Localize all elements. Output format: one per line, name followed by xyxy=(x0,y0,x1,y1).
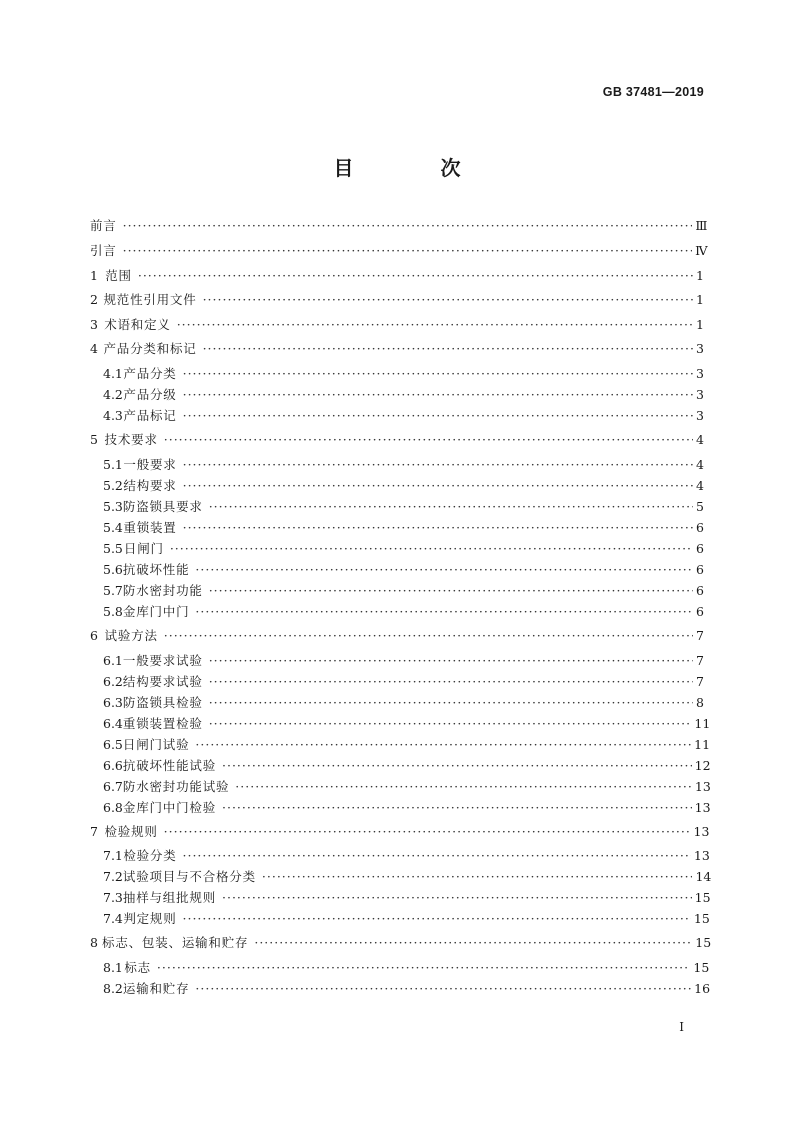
toc-leader-dots xyxy=(203,292,693,308)
toc-entry[interactable] xyxy=(90,779,711,795)
toc-entry[interactable] xyxy=(90,911,710,927)
toc-entry-number: 6.7 xyxy=(103,779,123,794)
toc-entry-label: 检验分类 xyxy=(123,848,177,863)
toc-entry-label: 防盗锁具检验 xyxy=(122,695,203,710)
toc-entry-number: 7.1 xyxy=(103,848,123,863)
toc-entry-label: 金库门中门 xyxy=(122,604,190,619)
toc-leader-dots xyxy=(183,520,693,536)
toc-leader-dots xyxy=(209,695,693,711)
toc-leader-dots xyxy=(183,848,691,864)
toc-leader-dots xyxy=(164,824,691,840)
toc-leader-dots xyxy=(209,583,693,599)
toc-entry-label: 技术要求 xyxy=(104,432,158,447)
toc-leader-dots xyxy=(209,499,693,515)
toc-entry-page: 16 xyxy=(694,981,711,996)
toc-entry-number: 7.2 xyxy=(103,869,123,884)
toc-entry-number: 6.4 xyxy=(103,716,123,731)
toc-entry-page: 11 xyxy=(694,716,711,731)
toc-entry-number: 6.2 xyxy=(103,674,123,689)
toc-entry-number: 7.3 xyxy=(103,890,123,905)
toc-entry-page: 4 xyxy=(696,478,704,493)
toc-leader-dots xyxy=(183,911,691,927)
toc-entry[interactable] xyxy=(90,520,704,536)
toc-entry-page: Ⅲ xyxy=(695,218,708,233)
toc-entry-page: 7 xyxy=(696,674,704,689)
toc-entry-page: 13 xyxy=(693,848,710,863)
toc-entry-page: 4 xyxy=(696,432,704,447)
toc-entry-label: 重锁装置检验 xyxy=(122,716,203,731)
toc-entry-page: 6 xyxy=(696,541,704,556)
toc-leader-dots xyxy=(209,674,693,690)
toc-leader-dots xyxy=(254,935,692,951)
toc-entry-number: 3 xyxy=(90,317,98,332)
toc-entry[interactable] xyxy=(90,695,704,711)
toc-entry-label: 产品分级 xyxy=(123,387,177,402)
toc-entry-label: 试验方法 xyxy=(104,628,158,643)
toc-entry-page: 1 xyxy=(696,292,704,307)
toc-entry[interactable] xyxy=(90,243,708,259)
toc-entry[interactable] xyxy=(90,366,704,382)
toc-entry-number: 6 xyxy=(90,628,98,643)
toc-entry-label: 一般要求试验 xyxy=(122,653,203,668)
toc-entry-number: 5.8 xyxy=(103,604,123,619)
toc-leader-dots xyxy=(195,737,691,753)
toc-entry-label: 结构要求 xyxy=(123,478,177,493)
toc-entry-number: 4.2 xyxy=(103,387,123,402)
toc-entry[interactable] xyxy=(90,716,711,732)
toc-entry-label: 引言 xyxy=(90,243,117,258)
toc-entry-page: Ⅳ xyxy=(695,243,708,258)
toc-entry-page: 12 xyxy=(694,758,711,773)
toc-entry[interactable] xyxy=(90,869,712,885)
toc-entry-number: 8.2 xyxy=(103,981,123,996)
toc-leader-dots xyxy=(157,960,690,976)
toc-entry-label: 规范性引用文件 xyxy=(103,292,197,307)
toc-entry-number: 5.7 xyxy=(103,583,123,598)
toc-entry[interactable] xyxy=(90,408,704,424)
toc-entry-number: 6.8 xyxy=(103,800,123,815)
toc-entry-label: 重锁装置 xyxy=(123,520,177,535)
toc-entry[interactable] xyxy=(90,653,704,669)
toc-entry[interactable] xyxy=(90,317,704,333)
toc-entry-page: 15 xyxy=(695,935,712,950)
toc-entry-page: 15 xyxy=(693,960,710,975)
toc-leader-dots xyxy=(262,869,693,885)
toc-leader-dots xyxy=(183,408,693,424)
toc-entry-label: 防水密封功能试验 xyxy=(122,779,230,794)
toc-entry-label: 结构要求试验 xyxy=(122,674,203,689)
toc-entry-page: 4 xyxy=(696,457,704,472)
toc-entry[interactable] xyxy=(90,981,711,997)
toc-leader-dots xyxy=(170,541,693,557)
toc-entry-page: 11 xyxy=(694,737,711,752)
toc-entry-number: 5.6 xyxy=(103,562,123,577)
toc-entry[interactable] xyxy=(90,268,704,284)
toc-entry-number: 7 xyxy=(90,824,98,839)
toc-entry-label: 抗破坏性能 xyxy=(122,562,190,577)
toc-entry-number: 2 xyxy=(90,292,98,307)
toc-entry-number: 5.1 xyxy=(103,457,123,472)
toc-entry-label: 范围 xyxy=(105,268,132,283)
toc-entry[interactable] xyxy=(90,387,704,403)
toc-entry-number: 4.3 xyxy=(103,408,123,423)
toc-entry-label: 标志 xyxy=(124,960,151,975)
toc-entry[interactable] xyxy=(90,800,711,816)
toc-entry[interactable] xyxy=(90,737,711,753)
toc-entry[interactable] xyxy=(90,674,704,690)
toc-leader-dots xyxy=(203,341,693,357)
toc-leader-dots xyxy=(183,366,693,382)
toc-entry-label: 前言 xyxy=(90,218,117,233)
toc-entry-page: 15 xyxy=(694,890,711,905)
toc-entry-label: 一般要求 xyxy=(123,457,177,472)
toc-entry-number: 5.2 xyxy=(103,478,123,493)
toc-entry-label: 产品分类 xyxy=(123,366,177,381)
toc-entry-number: 5.4 xyxy=(103,520,123,535)
toc-entry-page: 7 xyxy=(696,628,704,643)
toc-entry-page: 3 xyxy=(696,341,704,356)
toc-entry[interactable] xyxy=(90,758,711,774)
toc-entry[interactable] xyxy=(90,890,711,906)
toc-leader-dots xyxy=(183,387,693,403)
toc-entry-label: 金库门中门检验 xyxy=(122,800,216,815)
toc-leader-dots xyxy=(195,981,691,997)
page-title: 目 次 xyxy=(333,156,501,180)
toc-leader-dots xyxy=(183,457,693,473)
toc-entry-label: 术语和定义 xyxy=(104,317,171,332)
toc-entry-label: 抽样与组批规则 xyxy=(122,890,216,905)
toc-entry-number: 4.1 xyxy=(103,366,123,381)
toc-entry-label: 日闸门试验 xyxy=(122,737,190,752)
toc-entry-label: 日闸门 xyxy=(123,541,164,556)
toc-entry[interactable] xyxy=(90,541,704,557)
toc-entry[interactable] xyxy=(90,292,704,308)
toc-entry[interactable] xyxy=(90,218,708,234)
page-number: I xyxy=(679,1020,684,1034)
toc-entry-number: 1 xyxy=(90,268,98,283)
toc-entry[interactable] xyxy=(90,562,704,578)
toc-entry-label: 运输和贮存 xyxy=(122,981,190,996)
toc-entry-page: 13 xyxy=(694,779,711,794)
toc-leader-dots xyxy=(209,716,692,732)
toc-leader-dots xyxy=(235,779,692,795)
toc-entry[interactable] xyxy=(90,824,710,840)
toc-entry-page: 13 xyxy=(694,800,711,815)
toc-entry-number: 8.1 xyxy=(103,960,123,975)
standard-code: GB 37481—2019 xyxy=(602,85,704,99)
toc-leader-dots xyxy=(222,758,692,774)
toc-entry-number: 5 xyxy=(90,432,98,447)
toc-entry-number: 6.6 xyxy=(103,758,123,773)
toc-leader-dots xyxy=(195,562,693,578)
toc-entry-page: 1 xyxy=(696,268,704,283)
toc-entry-page: 6 xyxy=(696,562,704,577)
toc-leader-dots xyxy=(164,628,693,644)
toc-entry-number: 8 xyxy=(90,935,98,950)
toc-entry[interactable] xyxy=(90,583,704,599)
toc-leader-dots xyxy=(123,218,693,234)
toc-entry[interactable] xyxy=(90,457,704,473)
toc-entry-number: 6.3 xyxy=(103,695,123,710)
toc-leader-dots xyxy=(195,604,693,620)
toc-entry-number: 5.5 xyxy=(103,541,123,556)
toc-leader-dots xyxy=(183,478,693,494)
toc-entry-label: 检验规则 xyxy=(104,824,158,839)
toc-entry-page: 15 xyxy=(693,911,710,926)
toc-entry-page: 8 xyxy=(696,695,704,710)
toc-entry-label: 防盗锁具要求 xyxy=(122,499,203,514)
toc-entry-page: 6 xyxy=(696,583,704,598)
toc-entry-number: 6.5 xyxy=(103,737,123,752)
toc-entry-page: 3 xyxy=(696,408,704,423)
toc-entry-page: 1 xyxy=(696,317,704,332)
toc-entry-number: 7.4 xyxy=(103,911,123,926)
toc-entry-page: 3 xyxy=(696,387,704,402)
toc-entry[interactable] xyxy=(90,628,704,644)
toc-entry-page: 14 xyxy=(695,869,712,884)
toc-leader-dots xyxy=(164,432,693,448)
toc-entry-label: 防水密封功能 xyxy=(122,583,203,598)
toc-entry-number: 6.1 xyxy=(103,653,123,668)
toc-entry-label: 试验项目与不合格分类 xyxy=(122,869,256,884)
toc-leader-dots xyxy=(138,268,693,284)
toc-entry-label: 标志、包装、运输和贮存 xyxy=(102,935,249,950)
toc-entry[interactable] xyxy=(90,341,704,357)
toc-leader-dots xyxy=(177,317,693,333)
toc-entry-number: 5.3 xyxy=(103,499,123,514)
toc-entry[interactable] xyxy=(90,499,704,515)
toc-entry-label: 抗破坏性能试验 xyxy=(122,758,216,773)
toc-leader-dots xyxy=(222,800,692,816)
toc-entry[interactable] xyxy=(90,604,704,620)
toc-leader-dots xyxy=(123,243,693,259)
toc-entry-page: 5 xyxy=(696,499,704,514)
toc-entry-page: 13 xyxy=(693,824,710,839)
toc-entry-page: 6 xyxy=(696,520,704,535)
toc-entry-page: 6 xyxy=(696,604,704,619)
toc-entry-number: 4 xyxy=(90,341,98,356)
toc-leader-dots xyxy=(209,653,693,669)
toc-entry[interactable] xyxy=(90,960,710,976)
toc-entry-label: 产品标记 xyxy=(123,408,177,423)
toc-entry[interactable] xyxy=(90,432,704,448)
toc-entry[interactable] xyxy=(90,935,712,951)
toc-entry-page: 3 xyxy=(696,366,704,381)
toc-entry-label: 判定规则 xyxy=(123,911,177,926)
toc-entry[interactable] xyxy=(90,848,710,864)
toc-leader-dots xyxy=(222,890,692,906)
toc-entry-page: 7 xyxy=(696,653,704,668)
toc-entry-label: 产品分类和标记 xyxy=(103,341,197,356)
toc-entry[interactable] xyxy=(90,478,704,494)
